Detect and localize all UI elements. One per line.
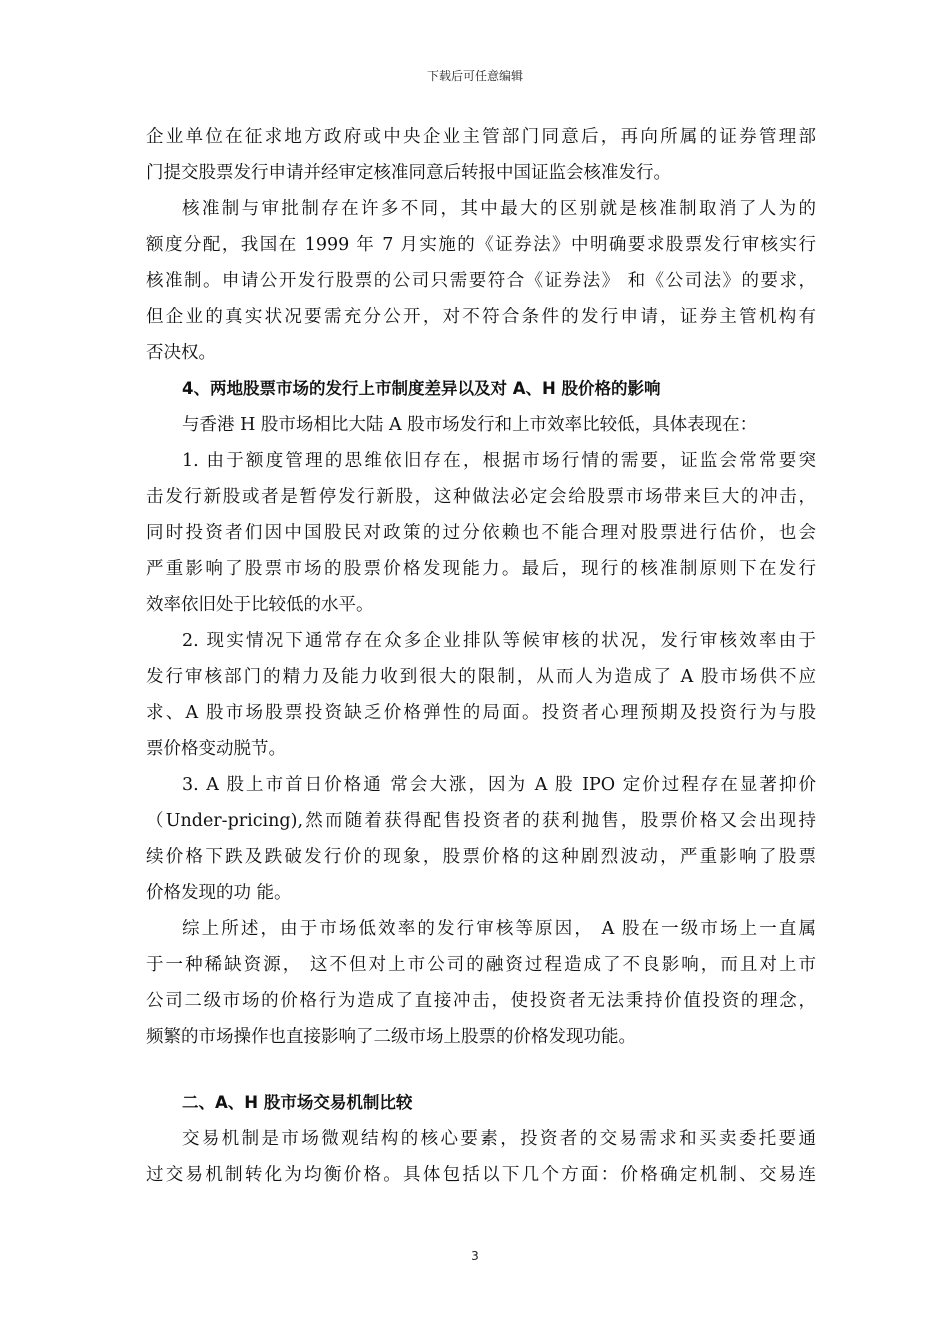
- paragraph-line: 否决权。: [146, 343, 216, 363]
- list-item-line: 3. A 股上市首日价格通 常会大涨，因为 A 股 IPO 定价过程存在显著抑价: [182, 775, 816, 795]
- paragraph-line: 综上所述，由于市场低效率的发行审核等原因， A 股在一级市场上一直属: [182, 919, 816, 939]
- page-number: 3: [471, 1249, 479, 1263]
- list-item-line: 1. 由于额度管理的思维依旧存在，根据市场行情的需要，证监会常常要突: [182, 451, 816, 471]
- paragraph-line: 交易机制是市场微观结构的核心要素，投资者的交易需求和买卖委托要通: [182, 1129, 816, 1149]
- paragraph-line: 公司二级市场的价格行为造成了直接冲击，使投资者无法秉持价值投资的理念，: [146, 991, 816, 1011]
- paragraph-line: 过交易机制转化为均衡价格。具体包括以下几个方面：价格确定机制、交易连: [146, 1165, 816, 1185]
- paragraph-line: 核准制。申请公开发行股票的公司只需要符合《证券法》 和《公司法》的要求，: [146, 271, 816, 291]
- list-item-line: 续价格下跌及跌破发行价的现象，股票价格的这种剧烈波动，严重影响了股票: [146, 847, 816, 867]
- list-item-line: 2. 现实情况下通常存在众多企业排队等候审核的状况，发行审核效率由于: [182, 631, 816, 651]
- paragraph-line: 门提交股票发行申请并经审定核准同意后转报中国证监会核准发行。: [146, 163, 671, 183]
- paragraph-line: 但企业的真实状况要需充分公开，对不符合条件的发行申请，证券主管机构有: [146, 307, 816, 327]
- list-item-line: 击发行新股或者是暂停发行新股，这种做法必定会给股票市场带来巨大的冲击，: [146, 487, 816, 507]
- paragraph-line: 企业单位在征求地方政府或中央企业主管部门同意后，再向所属的证券管理部: [146, 127, 816, 147]
- paragraph-line: 与香港 H 股市场相比大陆 A 股市场发行和上市效率比较低，具体表现在：: [182, 415, 758, 435]
- section-heading: 二、A、H 股市场交易机制比较: [182, 1093, 413, 1112]
- paragraph-line: 于一种稀缺资源， 这不但对上市公司的融资过程造成了不良影响，而且对上市: [146, 955, 816, 975]
- list-item-line: 发行审核部门的精力及能力收到很大的限制，从而人为造成了 A 股市场供不应: [146, 667, 816, 687]
- paragraph-line: 额度分配，我国在 1999 年 7 月实施的《证券法》中明确要求股票发行审核实行: [146, 235, 816, 255]
- paragraph-line: 频繁的市场操作也直接影响了二级市场上股票的价格发现功能。: [146, 1027, 636, 1047]
- list-item-line: 效率依旧处于比较低的水平。: [146, 595, 374, 615]
- list-item-line: 严重影响了股票市场的股票价格发现能力。最后，现行的核准制原则下在发行: [146, 559, 816, 579]
- list-item-line: （Under-pricing),然而随着获得配售投资者的获利抛售，股票价格又会出现持: [146, 811, 816, 831]
- list-item-line: 价格发现的功 能。: [146, 883, 292, 903]
- list-item-line: 求、A 股市场股票投资缺乏价格弹性的局面。投资者心理预期及投资行为与股: [146, 703, 816, 723]
- list-item-line: 同时投资者们因中国股民对政策的过分依赖也不能合理对股票进行估价，也会: [146, 523, 816, 543]
- paragraph-line: 核准制与审批制存在许多不同，其中最大的区别就是核准制取消了人为的: [182, 199, 816, 219]
- page-header: 下载后可任意编辑: [426, 69, 523, 83]
- list-item-line: 票价格变动脱节。: [146, 739, 286, 759]
- section-heading: 4、两地股票市场的发行上市制度差异以及对 A、H 股价格的影响: [182, 379, 661, 398]
